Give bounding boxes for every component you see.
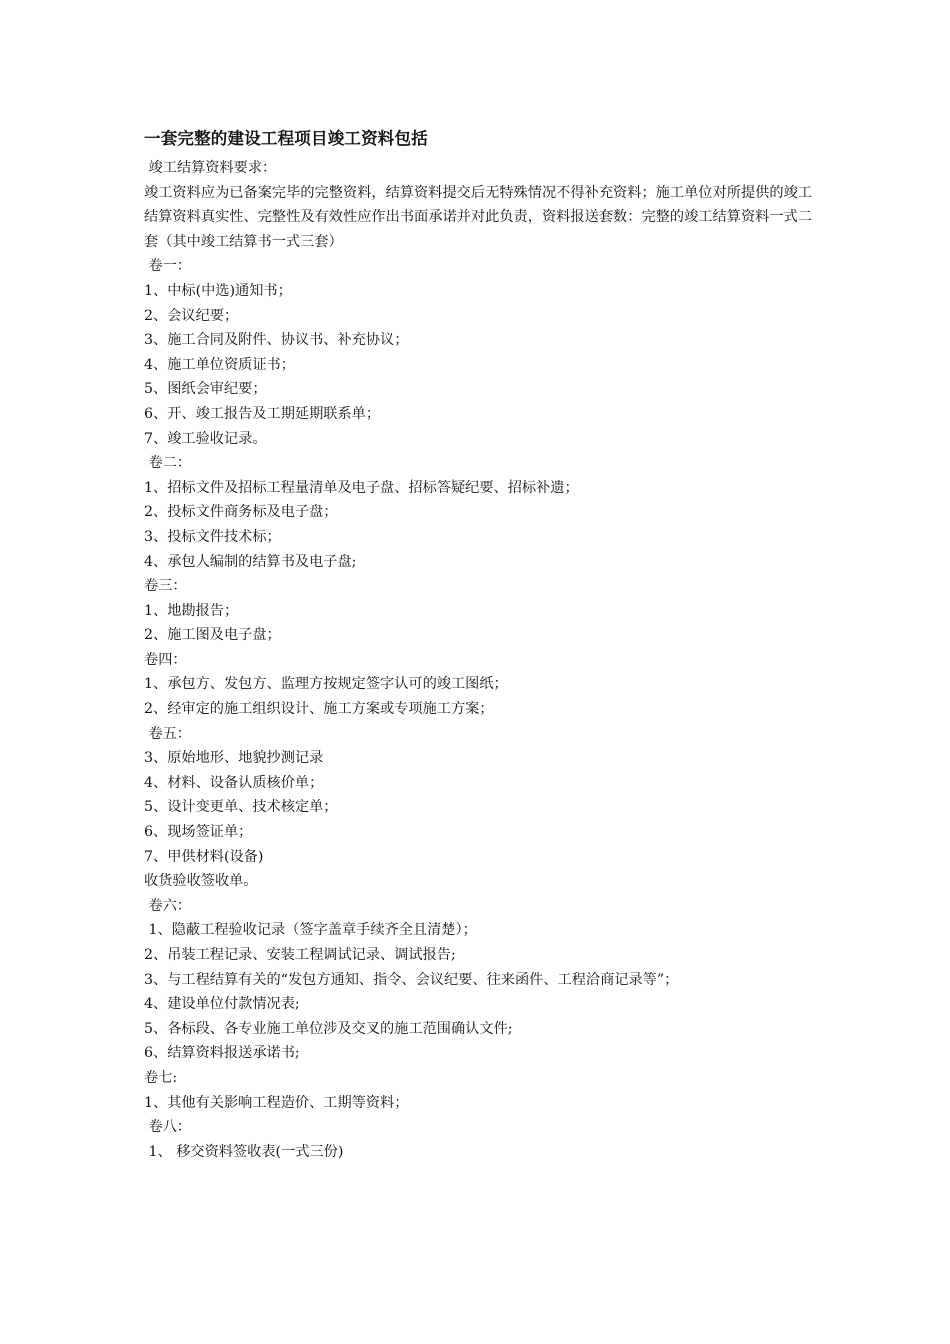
text-line: 3、与工程结算有关的“发包方通知、指令、会议纪要、往来函件、工程洽商记录等”；: [144, 971, 679, 988]
text-line: 7、竣工验收记录。: [144, 430, 267, 447]
text-line: 6、结算资料报送承诺书;: [144, 1045, 300, 1062]
text-line: 2、投标文件商务标及电子盘；: [144, 504, 338, 521]
text-line: 5、设计变更单、技术核定单；: [144, 799, 338, 816]
text-line: 6、开、竣工报告及工期延期联系单；: [144, 405, 381, 422]
text-line: 卷七:: [144, 1069, 178, 1086]
text-line: 1、中标(中选)通知书；: [144, 282, 292, 299]
text-line: 2、经审定的施工组织设计、施工方案或专项施工方案；: [144, 701, 494, 718]
text-line: 3、原始地形、地貌抄测记录: [144, 750, 324, 767]
text-line: 4、承包人编制的结算书及电子盘;: [144, 553, 357, 570]
text-line: 7、甲供材料(设备): [144, 848, 264, 865]
text-line: 3、施工合同及附件、协议书、补充协议；: [144, 332, 409, 349]
text-line: 4、材料、设备认质核价单；: [144, 774, 324, 791]
text-line: 卷六：: [144, 897, 192, 914]
text-line: 卷五：: [144, 725, 192, 742]
text-line: 1、其他有关影响工程造价、工期等资料；: [144, 1094, 409, 1111]
text-line: 1、承包方、发包方、监理方按规定签字认可的竣工图纸；: [144, 676, 508, 693]
text-line: 卷四：: [144, 651, 187, 668]
text-line: 1、地勘报告；: [144, 602, 239, 619]
text-line: 2、施工图及电子盘；: [144, 627, 281, 644]
requirements-paragraph: 竣工资料应为已备案完毕的完整资料，结算资料提交后无特殊情况不得补充资料；施工单位对所提供的竣工结算资料真实性、完整性及有效性应作出书面承诺并对此负责，资料报送套数：完整的竣工结算资料一式二套（其中竣工结算书一式三套）: [144, 184, 812, 250]
text-line: 5、图纸会审纪要；: [144, 381, 267, 398]
text-line: 竣工结算资料要求：: [144, 160, 277, 176]
text-line: 收货验收签收单。: [144, 873, 258, 890]
text-line: 3、投标文件技术标；: [144, 528, 281, 545]
text-line: 2、会议纪要；: [144, 307, 239, 324]
document-body: [144, 254, 812, 1164]
document-title: 一套完整的建设工程项目竣工资料包括: [144, 129, 428, 148]
text-line: 2、吊装工程记录、安装工程调试记录、调试报告;: [144, 947, 456, 963]
text-line: 卷二：: [144, 455, 192, 472]
text-line: 1、隐蔽工程验收记录（签字盖章手续齐全且清楚）；: [144, 922, 477, 939]
text-line: 4、施工单位资质证书；: [144, 356, 295, 373]
text-line: 4、建设单位付款情况表;: [144, 996, 300, 1013]
text-line: 6、现场签证单；: [144, 824, 253, 841]
text-line: 5、各标段、各专业施工单位涉及交叉的施工范围确认文件;: [144, 1020, 513, 1037]
text-line: 卷八：: [144, 1119, 192, 1136]
intro-lines: [144, 156, 812, 181]
text-line: 卷一：: [144, 258, 192, 275]
document-page: [144, 126, 812, 1164]
text-line: 卷三：: [144, 578, 187, 595]
text-line: 1、 移交资料签收表(一式三份): [144, 1143, 344, 1160]
text-line: 1、招标文件及招标工程量清单及电子盘、招标答疑纪要、招标补遗；: [144, 479, 579, 496]
